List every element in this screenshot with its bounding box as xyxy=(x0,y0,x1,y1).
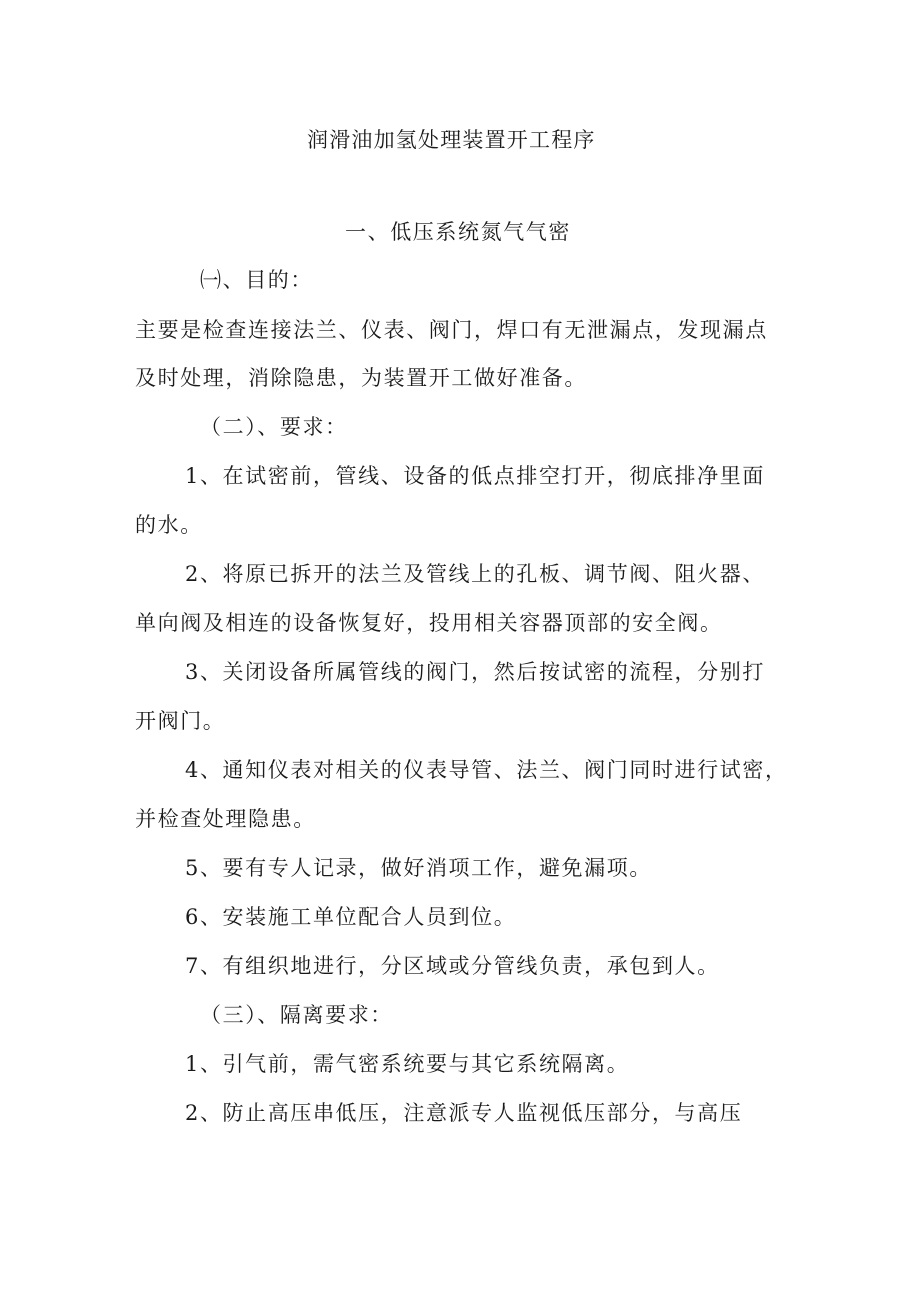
purpose-text-line1: 主要是检查连接法兰、仪表、阀门，焊口有无泄漏点，发现漏点 xyxy=(135,318,768,342)
requirement-item-4-line2: 并检查处理隐患。 xyxy=(135,807,316,831)
requirement-item-2-line2: 单向阀及相连的设备恢复好，投用相关容器顶部的安全阀。 xyxy=(135,611,723,635)
requirement-item-3-line2: 开阀门。 xyxy=(135,709,226,733)
requirement-item-7: 7、有组织地进行，分区域或分管线负责，承包到人。 xyxy=(185,954,720,978)
requirement-item-1-line1: 1、在试密前，管线、设备的低点排空打开，彻底排净里面 xyxy=(185,464,765,488)
requirement-item-6: 6、安装施工单位配合人员到位。 xyxy=(185,905,517,929)
requirement-item-3-line1: 3、关闭设备所属管线的阀门，然后按试密的流程，分别打 xyxy=(185,660,765,684)
purpose-heading: ㈠、目的： xyxy=(200,268,313,292)
document-title: 润滑油加氢处理装置开工程序 xyxy=(307,128,596,152)
isolation-item-2: 2、防止高压串低压，注意派专人监视低压部分，与高压 xyxy=(185,1101,743,1125)
requirement-item-4-line1: 4、通知仪表对相关的仪表导管、法兰、阀门同时进行试密， xyxy=(185,758,788,782)
requirements-heading: （二）、要求： xyxy=(200,415,348,439)
requirement-item-2-line1: 2、将原已拆开的法兰及管线上的孔板、调节阀、阻火器、 xyxy=(185,562,765,586)
section-heading: 一、低压系统氮气气密 xyxy=(345,220,571,244)
requirement-item-1-line2: 的水。 xyxy=(135,513,203,537)
isolation-heading: （三）、隔离要求： xyxy=(200,1003,393,1027)
purpose-text-line2: 及时处理，消除隐患，为装置开工做好准备。 xyxy=(135,366,587,390)
requirement-item-5: 5、要有专人记录，做好消项工作，避免漏项。 xyxy=(185,856,652,880)
isolation-item-1: 1、引气前，需气密系统要与其它系统隔离。 xyxy=(185,1052,630,1076)
